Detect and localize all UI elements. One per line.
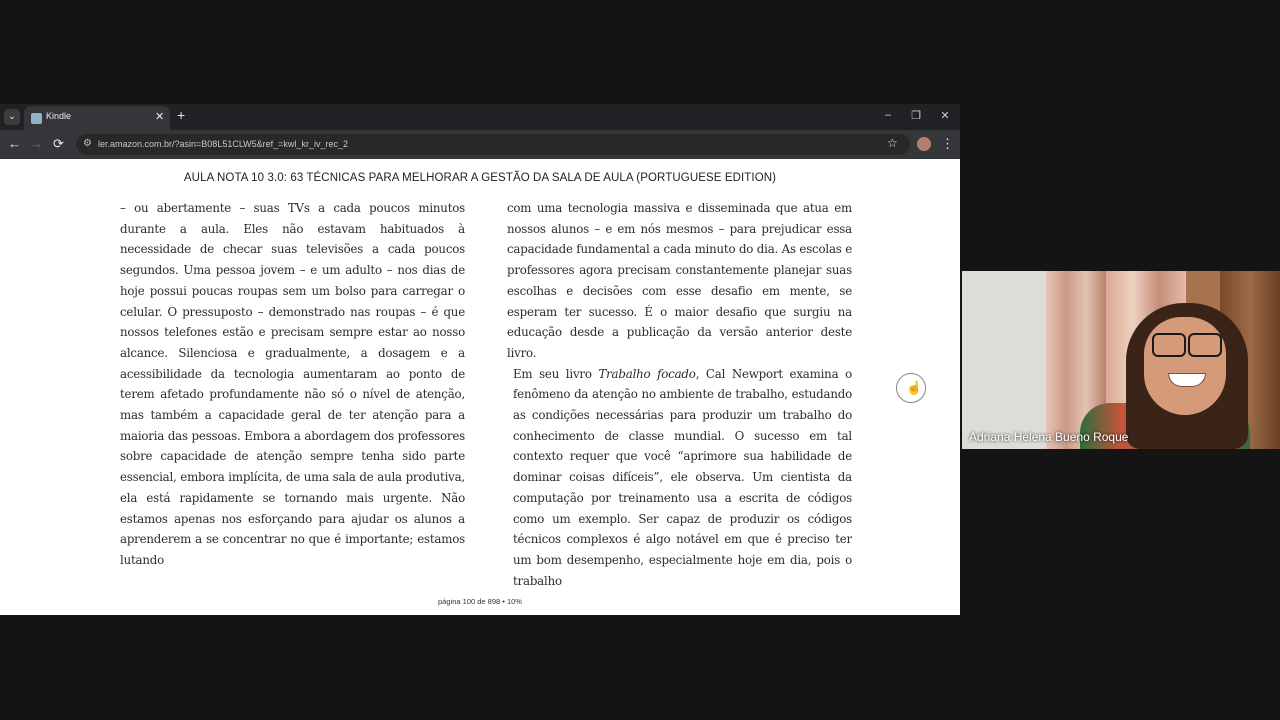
forward-button[interactable]: → — [30, 136, 43, 151]
tab-bar — [0, 104, 960, 130]
right-paragraph-2 — [507, 364, 852, 592]
tab-kindle[interactable] — [24, 106, 170, 130]
close-window-button[interactable]: ✕ — [940, 110, 950, 122]
bookmark-star-icon[interactable]: ☆ — [887, 136, 898, 150]
url-text[interactable]: ler.amazon.com.br/?asin=B08L51CLW5&ref_=kwl_kr_iv_rec_2 — [98, 139, 348, 149]
right-text-column — [507, 198, 852, 591]
participant-name-label: Adriana Helena Bueno Roque — [969, 430, 1129, 444]
tab-search-button[interactable]: ⌄ — [4, 109, 20, 125]
tab-close-icon[interactable]: ✕ — [155, 111, 165, 123]
hand-pointer-icon: ☝ — [906, 380, 923, 395]
minimize-button[interactable]: – — [884, 109, 892, 121]
kindle-reader-page — [0, 159, 960, 615]
left-paragraph: – ou abertamente – suas TVs a cada poucos minutos durante a aula. Eles não estavam habituados à necessidade de checar suas televisões a cada poucos segundos. Uma pessoa jovem – e um adulto – nos dias de hoje possui poucas roupas sem um bolso para carregar o celular. O pressuposto – demonstrado nas roupas – é que nossos telefones estão e precisam sempre estar ao nosso alcance. Silenciosa e gradualmente, a dosagem e a acessibilidade da tecnologia aumentaram ao ponto de terem afetado profundamente não só o nível de atenção, mas também a capacidade geral de ter atenção para a maioria das pessoas. Embora a abordagem dos professores sobre capacidade de atenção sempre tenha sido parte essencial, embora implícita, de uma sala de aula produtiva, ela está rapidamente se tornando mais urgente. Não estamos apenas nos esforçando para ajudar os alunos a aprenderem a se concentrar no que é importante; estamos lutando — [120, 201, 465, 567]
new-tab-button[interactable]: + — [177, 107, 186, 123]
para2-start: Em seu livro — [513, 366, 599, 381]
restore-button[interactable]: ❐ — [911, 110, 921, 122]
kindle-favicon-icon — [31, 113, 42, 124]
background-wall — [962, 271, 1046, 449]
reload-button[interactable]: ⟳ — [53, 136, 64, 151]
right-paragraph-1: com uma tecnologia massiva e disseminada que atua em nossos alunos – e em nós mesmos – para prejudicar essa capacidade fundamental a cada minuto do dia. As escolas e professores agora precisam constantemente planejar suas escolhas e decisões com esse desafio em mente, se esperam ter sucesso. É o maior desafio que surgiu na educação desde a publicação da versão anterior deste livro. — [507, 201, 852, 360]
glasses-icon — [1152, 333, 1222, 355]
participant-face — [1144, 317, 1226, 415]
tab-title: Kindle — [46, 111, 72, 121]
address-bar[interactable] — [76, 134, 910, 155]
para2-rest: , Cal Newport examina o fenômeno da atenção no ambiente de trabalho, estudando as condições necessárias para produzir um trabalho do conhecimento de classe mundial. O sucesso em tal contexto requer que você “aprimore sua habilidade de dominar coisas difíceis”, ele observa. Um cientista da computação por treinamento usa a escrita de códigos como um exemplo. Ser capaz de produzir os códigos técnicos complexos é algo notável em que é preciso ter um bom desempenho, especialmente hoje em dia, pois o trabalho — [513, 366, 852, 588]
site-info-icon[interactable]: ⚙ — [83, 138, 92, 149]
book-reference-italic: Trabalho focado — [598, 366, 696, 381]
browser-menu-icon[interactable]: ⋮ — [941, 136, 954, 151]
left-text-column — [120, 198, 465, 571]
book-title: AULA NOTA 10 3.0: 63 TÉCNICAS PARA MELHORAR A GESTÃO DA SALA DE AULA (PORTUGUESE EDITION) — [183, 172, 777, 184]
browser-toolbar — [0, 130, 960, 159]
back-button[interactable]: ← — [8, 136, 21, 151]
page-progress: página 100 de 898 • 10% — [438, 597, 522, 606]
pointer-cursor — [896, 373, 926, 403]
webcam-video-tile — [962, 271, 1280, 449]
browser-window — [0, 104, 960, 615]
profile-avatar[interactable] — [917, 137, 931, 151]
